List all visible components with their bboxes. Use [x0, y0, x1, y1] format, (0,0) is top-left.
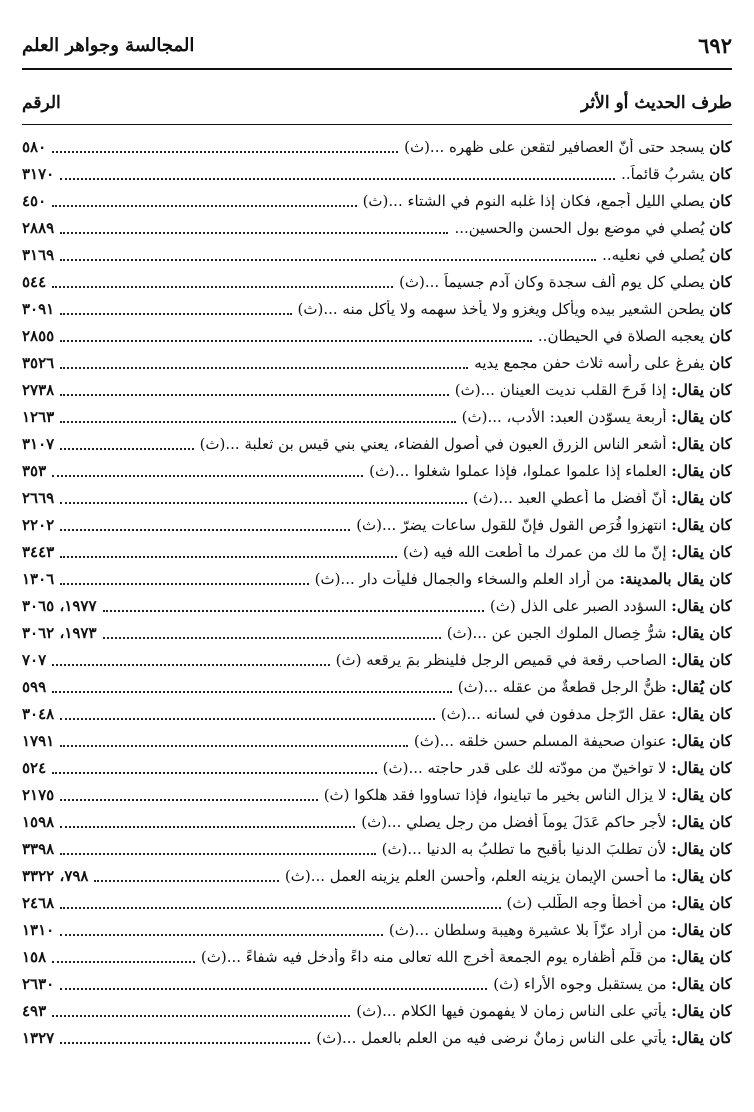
index-entry [22, 700, 732, 727]
dot-leader [52, 961, 195, 963]
index-entry [22, 808, 732, 835]
entry-text [399, 273, 732, 291]
entry-body: لأجر حاكمٍ عَدَلَ يوماً أفضل من رجل يصلي ...(ث) [361, 812, 667, 831]
entry-reference-number: ٣٠٩١ [22, 299, 55, 318]
index-entry [22, 511, 732, 538]
entry-text [441, 705, 732, 723]
entry-text [336, 651, 732, 669]
dot-leader [103, 637, 441, 639]
column-heading-rule [22, 124, 732, 125]
entry-body: انتهزوا فُرَص القولِ فإنّ للقول ساعات يضرّ ...(ث) [356, 515, 667, 534]
entry-text [298, 300, 732, 318]
dot-leader [60, 907, 500, 909]
running-title: المجالسة وجواهر العلم [22, 34, 195, 56]
entry-text [404, 138, 732, 156]
index-entry [22, 943, 732, 970]
entry-reference-number: ٤٥٠ [22, 191, 47, 210]
entry-lead: كان يقال: [671, 731, 732, 750]
entry-reference-number: ٣١٦٩ [22, 245, 55, 264]
entry-body: لا تواخينّ من مودّته لك على قدر حاجته ...(ث) [382, 758, 667, 777]
entry-lead: كان [709, 272, 732, 291]
running-header [22, 30, 732, 60]
index-entry [22, 241, 732, 268]
index-entry [22, 998, 732, 1025]
entry-reference-number: ٢٦٣٠ [22, 974, 55, 993]
entry-lead: كان يقال: [671, 434, 732, 453]
dot-leader [52, 664, 329, 666]
header-rule [22, 68, 732, 70]
entry-reference-number: ٢٢٠٢ [22, 515, 55, 534]
index-entry [22, 322, 732, 349]
dot-leader [60, 529, 350, 531]
entry-reference-number: ٧٠٧ [22, 650, 47, 669]
dot-leader [60, 259, 596, 261]
entry-body: العلماء إذا علموا عملوا، فإذا عملوا شغلوا ...(ث) [369, 461, 667, 480]
index-entry [22, 916, 732, 943]
entry-reference-number: ١٢٦٣ [22, 407, 55, 426]
entry-body: السؤدد الصبر على الذل (ث) [489, 596, 667, 615]
entry-reference-number: ١٧٩١ [22, 731, 55, 750]
entry-text [315, 570, 732, 588]
entry-text [493, 975, 732, 993]
entry-body: يصلي الليل أجمع، فكان إذا غلبه النوم في الشتاء ...(ث) [362, 191, 705, 210]
entry-reference-number: ٣٤٤٣ [22, 542, 55, 561]
dot-leader [52, 691, 452, 693]
dot-leader [60, 826, 355, 828]
entry-body: يفرغ على رأسه ثلاث حفن مجمع يديه [474, 353, 705, 372]
index-entry [22, 619, 732, 646]
entry-reference-number: ١٩٧٣، ٣٠٦٢ [22, 623, 97, 642]
entry-lead: كان [709, 245, 732, 264]
entry-text [474, 354, 732, 372]
entry-body: أشعر الناس الزرق العيون في أصول الفضاء، يعني بني قيس بن ثعلبة ...(ث) [199, 434, 667, 453]
entry-reference-number: ٣٥٢٦ [22, 353, 55, 372]
entry-text [285, 867, 732, 885]
index-entry [22, 754, 732, 781]
dot-leader [60, 232, 448, 234]
entry-text [361, 813, 732, 831]
entry-lead: كان يقال: [671, 920, 732, 939]
entry-text [363, 192, 732, 210]
entry-body: إذا فَرِحَ القلب نديت العينان ...(ث) [454, 380, 667, 399]
entry-reference-number: ١٩٧٧، ٣٠٦٥ [22, 596, 97, 615]
entry-text [403, 543, 732, 561]
entry-reference-number: ٢٨٨٩ [22, 218, 55, 237]
entry-lead: كان [709, 164, 732, 183]
entry-reference-number: ١٣٢٧ [22, 1029, 55, 1048]
entry-body: يسجد حتى أنّ العصافير لتقعن على ظهره ...(ث) [404, 137, 705, 156]
index-entry [22, 673, 732, 700]
index-entry [22, 430, 732, 457]
entry-body: شرُّ خِصال الملوك الجبن عن ...(ث) [446, 623, 667, 642]
entry-lead: كان يقال: [671, 461, 732, 480]
dot-leader [94, 880, 278, 882]
entry-body: من أخطأ وجه الطّلب (ث) [506, 893, 667, 912]
dot-leader [60, 934, 383, 936]
entry-lead: كان يقال: [671, 812, 732, 831]
entry-text [414, 732, 732, 750]
entry-lead: كان يقال: [671, 893, 732, 912]
entry-text [473, 489, 732, 507]
entry-text [382, 840, 732, 858]
dot-leader [60, 853, 375, 855]
index-entry [22, 268, 732, 295]
entry-reference-number: ٣٣٩٨ [22, 839, 55, 858]
index-entry [22, 1025, 732, 1052]
entry-lead: كان [709, 218, 732, 237]
index-entry [22, 484, 732, 511]
entry-reference-number: ٢٦٦٩ [22, 488, 55, 507]
dot-leader [60, 178, 615, 180]
entry-reference-number: ٢٨٥٥ [22, 326, 55, 345]
entry-text [458, 678, 732, 696]
entry-lead: كان يقال: [671, 1002, 732, 1020]
entry-reference-number: ١٣٠٦ [22, 569, 55, 588]
dot-leader [60, 556, 397, 558]
entry-lead: كان [709, 137, 732, 156]
index-entry [22, 889, 732, 916]
entry-text [356, 1002, 732, 1020]
entry-reference-number: ١٥٨ [22, 947, 47, 966]
page-number: ٦٩٢ [698, 32, 732, 58]
entry-lead: كان يقال: [671, 623, 732, 642]
entry-body: من يستقبل وجوه الأراء (ث) [493, 974, 667, 993]
index-entry [22, 646, 732, 673]
index-entry [22, 295, 732, 322]
entry-text [507, 894, 732, 912]
index-entries [22, 133, 732, 1052]
entry-lead: كان يقال: [671, 758, 732, 777]
entry-reference-number: ٥٤٤ [22, 272, 47, 291]
entry-text [538, 327, 732, 345]
entry-reference-number: ٥٩٩ [22, 677, 47, 696]
dot-leader [52, 205, 356, 207]
index-entry [22, 592, 732, 619]
entry-lead: كان يقال: [671, 839, 732, 858]
entry-text [462, 408, 732, 426]
dot-leader [60, 394, 449, 396]
entry-lead: كان [709, 353, 732, 372]
entry-reference-number: ٧٩٨، ٣٣٢٢ [22, 866, 89, 885]
entry-lead: كان يقال: [671, 866, 732, 885]
index-entry [22, 133, 732, 160]
index-entry [22, 160, 732, 187]
dot-leader [60, 502, 467, 504]
dot-leader [60, 313, 291, 315]
entry-body: يأتي على الناس زمانٌ نرضى فيه من العلم بالعمل ...(ث) [316, 1029, 667, 1048]
entry-body: عنوان صحيفة المسلم حسن خلقه ...(ث) [413, 731, 667, 750]
index-entry [22, 781, 732, 808]
dot-leader [52, 286, 393, 288]
entry-body: يطحن الشعير بيده ويأكل ويغزو ولا يأخذ سهمه ولا يأكل منه ...(ث) [297, 299, 705, 318]
entry-text [201, 948, 732, 966]
entry-reference-number: ٣٠٤٨ [22, 704, 55, 723]
index-entry [22, 538, 732, 565]
entry-body: يشربُ قائماً.. [621, 164, 705, 183]
entry-text [490, 597, 732, 615]
entry-body: أنّ أفضل ما أُعطي العبد ...(ث) [472, 488, 667, 507]
dot-leader [60, 1042, 310, 1044]
dot-leader [60, 421, 455, 423]
entry-body: ظنُّ الرجل قطعةٌ من عقله ...(ث) [457, 677, 667, 696]
index-entry [22, 376, 732, 403]
dot-leader [52, 1015, 350, 1017]
index-entry [22, 835, 732, 862]
index-entry [22, 187, 732, 214]
entry-body: إنّ ما لك من عمرك ما أطعت الله فيه (ث) [402, 542, 667, 561]
entry-body: يأتي على الناس زمان لا يفهمون فيها الكلام ...(ث) [356, 1002, 667, 1020]
entry-body: من قلّم أظفاره يوم الجمعة أخرج الله تعالى منه داءً وأدخل فيه شفاءً ...(ث) [200, 947, 667, 966]
entry-text [602, 246, 732, 264]
entry-lead: كان يقال: [671, 596, 732, 615]
entry-body: أربعة يسوّدن العبد: الأدب، ...(ث) [461, 407, 667, 426]
index-entry [22, 349, 732, 376]
entry-reference-number: ٣١٧٠ [22, 164, 55, 183]
entry-body: لا يزال الناس بخيرٍ ما تباينوا، فإذا تساووا فقد هلكوا (ث) [323, 785, 667, 804]
dot-leader [60, 583, 308, 585]
entry-body: لأن تطلبَ الدنيا بأقبح ما تطلبُ به الدنيا ...(ث) [381, 839, 667, 858]
entry-lead: كان يقال: [671, 974, 732, 993]
entry-lead: كان يقال: [671, 380, 732, 399]
index-entry [22, 970, 732, 997]
entry-text [356, 516, 732, 534]
column-heading-text: طرف الحديث أو الأثر [581, 93, 732, 113]
entry-reference-number: ٢٤٦٨ [22, 893, 55, 912]
dot-leader [60, 718, 434, 720]
entry-lead: كان [709, 326, 732, 345]
index-entry [22, 565, 732, 592]
entry-reference-number: ١٥٩٨ [22, 812, 55, 831]
entry-text [369, 462, 732, 480]
column-headings [22, 88, 732, 118]
dot-leader [60, 988, 487, 990]
dot-leader [60, 340, 532, 342]
entry-lead: كان يقال: [671, 704, 732, 723]
entry-text [383, 759, 732, 777]
entry-text [316, 1029, 732, 1047]
entry-lead: كان يقال: [671, 650, 732, 669]
dot-leader [60, 448, 193, 450]
index-entry [22, 862, 732, 889]
entry-body: عقل الرّجل مدفون في لسانه ...(ث) [440, 704, 667, 723]
dot-leader [60, 367, 468, 369]
entry-reference-number: ٢٧٣٨ [22, 380, 55, 399]
entry-body: من أراد عزّاً بلا عشيرة وهيبة وسلطان ...(ث) [388, 920, 667, 939]
dot-leader [60, 799, 317, 801]
entry-lead: كان يقال: [671, 785, 732, 804]
entry-body: يعجبه الصلاة في الحيطان.. [537, 326, 705, 345]
entry-text [621, 165, 732, 183]
entry-reference-number: ١٣١٠ [22, 920, 55, 939]
entry-text [454, 219, 732, 237]
entry-text [455, 381, 732, 399]
entry-body: يُصلي في موضع بول الحسن والحسين... [454, 218, 705, 237]
dot-leader [103, 610, 484, 612]
entry-lead: كان يقال بالمدينة: [619, 569, 732, 588]
entry-reference-number: ٢١٧٥ [22, 785, 55, 804]
dot-leader [52, 151, 398, 153]
entry-lead: كان يقال: [671, 1029, 732, 1048]
entry-reference-number: ٤٩٣ [22, 1002, 47, 1020]
index-entry [22, 214, 732, 241]
entry-text [324, 786, 732, 804]
entry-text [389, 921, 732, 939]
index-entry [22, 457, 732, 484]
entry-text [447, 624, 732, 642]
entry-lead: كان [709, 299, 732, 318]
index-entry [22, 403, 732, 430]
entry-body: من أراد العلم والسخاء والجمال فليأت دار ...(ث) [314, 569, 615, 588]
entry-body: يُصلي في نعليه.. [602, 245, 705, 264]
entry-lead: كان يقال: [671, 407, 732, 426]
entry-body: يصلي كل يوم ألف سجدة وكان آدم جسيماً ...(ث) [399, 272, 705, 291]
column-heading-number: الرقم [22, 93, 61, 113]
entry-lead: كان يقال: [671, 515, 732, 534]
entry-lead: كان يقال: [671, 542, 732, 561]
dot-leader [52, 772, 376, 774]
entry-lead: كان يقال: [671, 488, 732, 507]
entry-reference-number: ٣١٠٧ [22, 434, 55, 453]
entry-body: الصاحب رقعة في قميص الرجل فلينظر بمَ يرقعه (ث) [335, 650, 667, 669]
index-entry [22, 727, 732, 754]
dot-leader [52, 475, 363, 477]
entry-lead: كان يُقال: [671, 677, 732, 696]
entry-lead: كان يقال: [671, 947, 732, 966]
entry-lead: كان [709, 191, 732, 210]
entry-reference-number: ٥٢٤ [22, 758, 47, 777]
entry-text [200, 435, 732, 453]
dot-leader [60, 745, 408, 747]
entry-reference-number: ٣٥٣ [22, 461, 47, 480]
entry-reference-number: ٥٨٠ [22, 137, 47, 156]
entry-body: ما أحسن الإيمان يزينه العلم، وأحسن العلم يزينه العمل ...(ث) [284, 866, 667, 885]
